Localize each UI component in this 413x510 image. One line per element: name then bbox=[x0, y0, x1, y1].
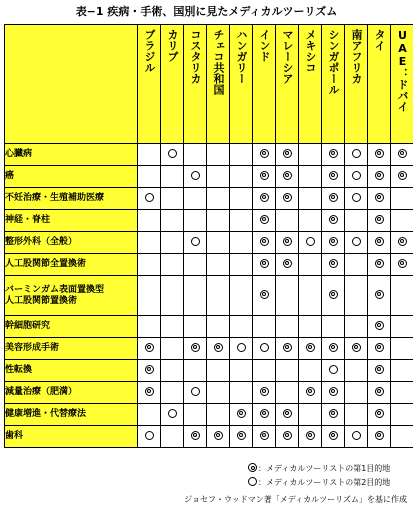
double-circle-icon bbox=[329, 215, 338, 224]
circle-icon bbox=[352, 193, 361, 202]
circle-icon bbox=[237, 343, 246, 352]
table-cell bbox=[322, 144, 345, 166]
table-cell bbox=[345, 254, 368, 276]
table-cell bbox=[230, 166, 253, 188]
table-cell bbox=[322, 338, 345, 360]
circle-icon bbox=[352, 149, 361, 158]
table-cell bbox=[345, 382, 368, 404]
double-circle-icon bbox=[191, 431, 200, 440]
double-circle-icon bbox=[260, 237, 269, 246]
table-cell bbox=[207, 144, 230, 166]
table-cell bbox=[368, 144, 391, 166]
table-cell bbox=[276, 188, 299, 210]
table-cell bbox=[253, 276, 276, 316]
double-circle-icon bbox=[306, 343, 315, 352]
table-cell bbox=[253, 166, 276, 188]
double-circle-icon bbox=[260, 431, 269, 440]
double-circle-icon bbox=[329, 387, 338, 396]
table-cell bbox=[161, 232, 184, 254]
table-cell bbox=[253, 188, 276, 210]
table-cell bbox=[230, 382, 253, 404]
circle-icon bbox=[145, 431, 154, 440]
double-circle-icon bbox=[329, 149, 338, 158]
table-cell bbox=[138, 210, 161, 232]
country-header bbox=[161, 25, 184, 144]
table-cell bbox=[161, 276, 184, 316]
table-cell bbox=[161, 382, 184, 404]
table-cell bbox=[345, 316, 368, 338]
table-row bbox=[5, 166, 413, 188]
table-cell bbox=[184, 254, 207, 276]
table-cell bbox=[345, 232, 368, 254]
table-row bbox=[5, 404, 413, 426]
table-cell bbox=[138, 404, 161, 426]
table-cell bbox=[253, 316, 276, 338]
table-cell bbox=[138, 144, 161, 166]
table-cell bbox=[207, 166, 230, 188]
table-cell bbox=[368, 232, 391, 254]
table-cell bbox=[276, 232, 299, 254]
country-header bbox=[276, 25, 299, 144]
table-cell bbox=[322, 382, 345, 404]
circle-icon bbox=[329, 365, 338, 374]
circle-icon bbox=[352, 431, 361, 440]
table-cell bbox=[230, 276, 253, 316]
table-cell bbox=[276, 338, 299, 360]
double-circle-icon bbox=[398, 149, 407, 158]
country-header bbox=[230, 25, 253, 144]
table-cell bbox=[345, 188, 368, 210]
table-cell bbox=[299, 166, 322, 188]
table-cell bbox=[184, 166, 207, 188]
table-cell bbox=[161, 360, 184, 382]
double-circle-icon bbox=[375, 409, 384, 418]
double-circle-icon bbox=[260, 387, 269, 396]
double-circle-icon bbox=[260, 290, 269, 299]
table-cell bbox=[161, 254, 184, 276]
table-cell bbox=[161, 188, 184, 210]
table-title: 表−1 疾病・手術、国別に見たメディカルツーリズム bbox=[75, 5, 338, 18]
double-circle-icon bbox=[191, 343, 200, 352]
circle-icon bbox=[145, 193, 154, 202]
circle-icon bbox=[248, 477, 257, 486]
table-cell bbox=[230, 254, 253, 276]
table-cell bbox=[299, 426, 322, 448]
table-cell bbox=[299, 404, 322, 426]
header-corner bbox=[5, 25, 138, 144]
circle-icon bbox=[191, 387, 200, 396]
country-label: チェコ共和国 bbox=[212, 29, 225, 95]
table-cell bbox=[184, 276, 207, 316]
table-cell bbox=[230, 232, 253, 254]
table-cell bbox=[184, 404, 207, 426]
double-circle-icon bbox=[352, 343, 361, 352]
circle-icon bbox=[168, 149, 177, 158]
table-cell bbox=[253, 210, 276, 232]
table-cell bbox=[345, 404, 368, 426]
table-cell bbox=[207, 188, 230, 210]
country-label: タイ bbox=[373, 29, 386, 51]
table-cell bbox=[322, 232, 345, 254]
double-circle-icon bbox=[329, 343, 338, 352]
table-cell bbox=[161, 144, 184, 166]
table-cell bbox=[230, 210, 253, 232]
double-circle-icon bbox=[375, 171, 384, 180]
medical-tourism-table bbox=[4, 24, 413, 448]
table-cell bbox=[184, 210, 207, 232]
table-cell bbox=[253, 360, 276, 382]
table-cell bbox=[345, 276, 368, 316]
table-cell bbox=[138, 426, 161, 448]
row-label: 健康増進・代替療法 bbox=[5, 404, 138, 426]
row-label: 歯科 bbox=[5, 426, 138, 448]
table-row bbox=[5, 188, 413, 210]
table-cell bbox=[391, 166, 413, 188]
table-cell bbox=[230, 316, 253, 338]
table-cell bbox=[184, 360, 207, 382]
row-label: 心臓病 bbox=[5, 144, 138, 166]
table-row bbox=[5, 144, 413, 166]
table-row bbox=[5, 338, 413, 360]
table-cell bbox=[345, 338, 368, 360]
table-cell bbox=[207, 404, 230, 426]
double-circle-icon bbox=[283, 431, 292, 440]
table-cell bbox=[253, 144, 276, 166]
double-circle-icon bbox=[248, 463, 257, 472]
table-cell bbox=[368, 382, 391, 404]
double-circle-icon bbox=[329, 237, 338, 246]
double-circle-icon bbox=[283, 343, 292, 352]
double-circle-icon bbox=[214, 431, 223, 440]
country-label: メキシコ bbox=[304, 29, 317, 73]
table-cell bbox=[230, 360, 253, 382]
table-cell bbox=[161, 338, 184, 360]
country-header bbox=[322, 25, 345, 144]
row-label: 幹細胞研究 bbox=[5, 316, 138, 338]
table-cell bbox=[299, 316, 322, 338]
table-cell bbox=[276, 316, 299, 338]
double-circle-icon bbox=[329, 193, 338, 202]
circle-icon bbox=[168, 409, 177, 418]
table-cell bbox=[345, 210, 368, 232]
country-label: ブラジル bbox=[143, 29, 156, 73]
header-row bbox=[5, 25, 413, 144]
table-cell bbox=[322, 254, 345, 276]
double-circle-icon bbox=[283, 149, 292, 158]
table-cell bbox=[322, 360, 345, 382]
table-cell bbox=[207, 382, 230, 404]
row-label: 整形外科（全般） bbox=[5, 232, 138, 254]
double-circle-icon bbox=[306, 431, 315, 440]
country-header bbox=[207, 25, 230, 144]
table-cell bbox=[138, 360, 161, 382]
table-cell bbox=[368, 188, 391, 210]
table-cell bbox=[138, 188, 161, 210]
double-circle-icon bbox=[145, 387, 154, 396]
table-cell bbox=[161, 404, 184, 426]
table-cell bbox=[391, 382, 413, 404]
table-cell bbox=[322, 404, 345, 426]
table-row bbox=[5, 382, 413, 404]
table-cell bbox=[207, 426, 230, 448]
table-cell bbox=[391, 254, 413, 276]
table-cell bbox=[253, 426, 276, 448]
row-label: 美容形成手術 bbox=[5, 338, 138, 360]
double-circle-icon bbox=[145, 343, 154, 352]
double-circle-icon bbox=[260, 149, 269, 158]
table-cell bbox=[299, 232, 322, 254]
table-cell bbox=[184, 426, 207, 448]
table-cell bbox=[184, 382, 207, 404]
source-note: ジョセフ・ウッドマン著「メディカルツーリズム」を基に作成 bbox=[184, 495, 407, 504]
double-circle-icon bbox=[375, 321, 384, 330]
double-circle-icon bbox=[329, 171, 338, 180]
table-cell bbox=[299, 338, 322, 360]
double-circle-icon bbox=[260, 171, 269, 180]
table-cell bbox=[299, 188, 322, 210]
double-circle-icon bbox=[237, 409, 246, 418]
table-cell bbox=[322, 188, 345, 210]
double-circle-icon bbox=[398, 259, 407, 268]
table-cell bbox=[368, 166, 391, 188]
row-label: 人工股関節全置換術 bbox=[5, 254, 138, 276]
double-circle-icon bbox=[329, 290, 338, 299]
circle-icon bbox=[306, 237, 315, 246]
table-cell bbox=[161, 316, 184, 338]
table-cell bbox=[391, 404, 413, 426]
circle-icon bbox=[191, 171, 200, 180]
table-cell bbox=[253, 254, 276, 276]
table-row bbox=[5, 276, 413, 316]
double-circle-icon bbox=[306, 387, 315, 396]
double-circle-icon bbox=[375, 290, 384, 299]
table-cell bbox=[276, 426, 299, 448]
circle-icon bbox=[352, 171, 361, 180]
table-cell bbox=[322, 316, 345, 338]
country-header bbox=[253, 25, 276, 144]
table-cell bbox=[299, 360, 322, 382]
table-cell bbox=[184, 188, 207, 210]
table-cell bbox=[230, 404, 253, 426]
table-cell bbox=[161, 426, 184, 448]
table-cell bbox=[276, 166, 299, 188]
double-circle-icon bbox=[283, 171, 292, 180]
table-cell bbox=[184, 316, 207, 338]
double-circle-icon bbox=[283, 259, 292, 268]
legend-primary bbox=[248, 463, 390, 474]
table-cell bbox=[391, 210, 413, 232]
double-circle-icon bbox=[260, 259, 269, 268]
country-label: 南アフリカ bbox=[350, 29, 363, 84]
double-circle-icon bbox=[375, 431, 384, 440]
table-cell bbox=[368, 316, 391, 338]
table-cell bbox=[299, 254, 322, 276]
row-label: 不妊治療・生殖補助医療 bbox=[5, 188, 138, 210]
table-cell bbox=[138, 276, 161, 316]
double-circle-icon bbox=[375, 365, 384, 374]
country-header bbox=[184, 25, 207, 144]
table-cell bbox=[276, 254, 299, 276]
double-circle-icon bbox=[260, 409, 269, 418]
table-row bbox=[5, 232, 413, 254]
row-label: 減量治療（肥満） bbox=[5, 382, 138, 404]
table-cell bbox=[184, 338, 207, 360]
table-cell bbox=[138, 338, 161, 360]
table-cell bbox=[230, 338, 253, 360]
country-label: インド bbox=[258, 29, 271, 62]
double-circle-icon bbox=[283, 409, 292, 418]
table-cell bbox=[184, 232, 207, 254]
table-row bbox=[5, 254, 413, 276]
table-cell bbox=[138, 166, 161, 188]
table-cell bbox=[161, 210, 184, 232]
table-cell bbox=[368, 254, 391, 276]
table-cell bbox=[138, 254, 161, 276]
table-cell bbox=[184, 144, 207, 166]
double-circle-icon bbox=[375, 387, 384, 396]
legend-secondary-text: ：メディカルツーリストの第2目的地 bbox=[258, 478, 391, 487]
table-row bbox=[5, 316, 413, 338]
table-cell bbox=[138, 232, 161, 254]
table-cell bbox=[207, 232, 230, 254]
country-header bbox=[368, 25, 391, 144]
table-row bbox=[5, 210, 413, 232]
legend-secondary bbox=[248, 477, 390, 488]
double-circle-icon bbox=[375, 149, 384, 158]
country-label: シンガポール bbox=[327, 29, 340, 95]
table-cell bbox=[368, 426, 391, 448]
table-cell bbox=[391, 360, 413, 382]
table-cell bbox=[207, 360, 230, 382]
row-label: 神経・脊柱 bbox=[5, 210, 138, 232]
legend-primary-text: ：メディカルツーリストの第1目的地 bbox=[258, 464, 391, 473]
table-row bbox=[5, 426, 413, 448]
table-cell bbox=[391, 276, 413, 316]
table-cell bbox=[368, 210, 391, 232]
table-cell bbox=[391, 426, 413, 448]
row-label: 癌 bbox=[5, 166, 138, 188]
table-cell bbox=[299, 210, 322, 232]
table-cell bbox=[368, 404, 391, 426]
table-cell bbox=[253, 338, 276, 360]
double-circle-icon bbox=[329, 259, 338, 268]
table-cell bbox=[230, 426, 253, 448]
table-cell bbox=[253, 404, 276, 426]
table-cell bbox=[138, 316, 161, 338]
country-header bbox=[138, 25, 161, 144]
double-circle-icon bbox=[375, 343, 384, 352]
double-circle-icon bbox=[375, 259, 384, 268]
table-cell bbox=[207, 316, 230, 338]
table-cell bbox=[253, 382, 276, 404]
country-label: マレーシア bbox=[281, 29, 294, 84]
table-cell bbox=[207, 338, 230, 360]
table-cell bbox=[299, 144, 322, 166]
double-circle-icon bbox=[398, 237, 407, 246]
table-cell bbox=[322, 210, 345, 232]
table-cell bbox=[276, 144, 299, 166]
table-cell bbox=[276, 276, 299, 316]
table-cell bbox=[391, 338, 413, 360]
country-header bbox=[345, 25, 368, 144]
circle-icon bbox=[260, 343, 269, 352]
table-cell bbox=[368, 360, 391, 382]
double-circle-icon bbox=[260, 215, 269, 224]
table-cell bbox=[391, 232, 413, 254]
table-cell bbox=[345, 426, 368, 448]
table-cell bbox=[276, 404, 299, 426]
double-circle-icon bbox=[214, 343, 223, 352]
table-cell bbox=[207, 276, 230, 316]
country-label: コスタリカ bbox=[189, 29, 202, 84]
table-cell bbox=[322, 426, 345, 448]
table-cell bbox=[368, 338, 391, 360]
table-cell bbox=[345, 166, 368, 188]
table-cell bbox=[299, 276, 322, 316]
double-circle-icon bbox=[329, 409, 338, 418]
table-cell bbox=[345, 144, 368, 166]
double-circle-icon bbox=[145, 365, 154, 374]
table-cell bbox=[276, 210, 299, 232]
country-label: ハンガリー bbox=[235, 29, 248, 84]
circle-icon bbox=[191, 237, 200, 246]
country-label: カリブ bbox=[166, 29, 179, 62]
table-cell bbox=[276, 360, 299, 382]
table-cell bbox=[230, 188, 253, 210]
circle-icon bbox=[352, 237, 361, 246]
table-cell bbox=[207, 254, 230, 276]
double-circle-icon bbox=[375, 237, 384, 246]
table-cell bbox=[368, 276, 391, 316]
table-cell bbox=[253, 232, 276, 254]
table-cell bbox=[161, 166, 184, 188]
table-row bbox=[5, 360, 413, 382]
table-body bbox=[5, 144, 413, 448]
table-cell bbox=[276, 382, 299, 404]
table-cell bbox=[207, 210, 230, 232]
table-cell bbox=[138, 382, 161, 404]
country-header bbox=[299, 25, 322, 144]
double-circle-icon bbox=[329, 431, 338, 440]
double-circle-icon bbox=[283, 193, 292, 202]
table-cell bbox=[322, 276, 345, 316]
table-cell bbox=[230, 144, 253, 166]
table-cell bbox=[345, 360, 368, 382]
double-circle-icon bbox=[283, 237, 292, 246]
table-cell bbox=[391, 188, 413, 210]
country-header bbox=[391, 25, 413, 144]
double-circle-icon bbox=[260, 193, 269, 202]
row-label: 性転換 bbox=[5, 360, 138, 382]
table-cell bbox=[391, 144, 413, 166]
table-cell bbox=[299, 382, 322, 404]
double-circle-icon bbox=[375, 215, 384, 224]
double-circle-icon bbox=[375, 193, 384, 202]
double-circle-icon bbox=[398, 171, 407, 180]
row-label: バーミンガム表面置換型 人工股関節置換術 bbox=[5, 276, 138, 316]
table-cell bbox=[391, 316, 413, 338]
double-circle-icon bbox=[237, 431, 246, 440]
country-label: UAE：ドバイ bbox=[396, 29, 409, 112]
table-cell bbox=[322, 166, 345, 188]
